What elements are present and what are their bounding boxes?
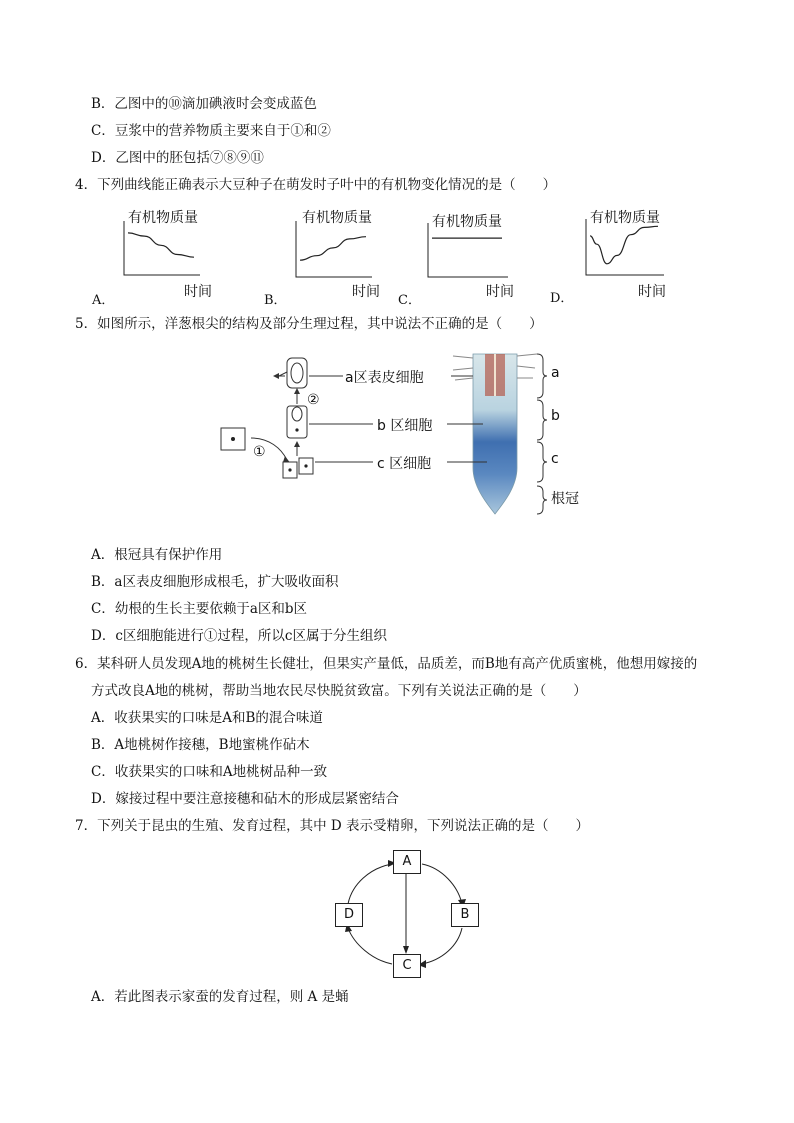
label-b-cell: b 区细胞 <box>377 418 433 434</box>
q5-option-c: C．幼根的生长主要依赖于a区和b区 <box>91 601 308 617</box>
q3-option-b: B．乙图中的⑩滴加碘液时会变成蓝色 <box>91 96 317 112</box>
q7-stem: 7．下列关于昆虫的生殖、发育过程，其中 D 表示受精卵，下列说法正确的是（ ） <box>75 818 589 834</box>
chart-c-axes <box>428 223 508 277</box>
chart-b-xlabel: 时间 <box>352 284 380 300</box>
chart-a <box>90 205 220 308</box>
q5-option-b: B．a区表皮细胞形成根毛，扩大吸收面积 <box>91 574 339 590</box>
label-zone-c: c <box>551 451 559 467</box>
root-hair-4 <box>517 354 537 356</box>
chart-b-axes <box>296 221 372 277</box>
brace-a <box>537 354 547 398</box>
label-root-cap: 根冠 <box>551 491 579 507</box>
chart-d-ylabel: 有机物质量 <box>590 210 660 226</box>
brace-b <box>537 400 547 440</box>
chart-b <box>262 205 392 308</box>
chart-a-axes <box>124 221 200 275</box>
q6-stem-line1: 6．某科研人员发现A地的桃树生长健壮，但果实产量低，品质差，而B地有高产优质蜜桃，他想用嫁接的 <box>75 656 698 672</box>
arrow-c-to-b-head <box>294 441 300 447</box>
b-cell-nucleus <box>295 428 298 431</box>
chart-b-letter: B． <box>264 293 287 308</box>
chart-d-curve <box>590 226 658 263</box>
a-cell-root-hair <box>279 372 287 376</box>
q6-option-b: B．A地桃树作接穗，B地蜜桃作砧木 <box>91 737 310 753</box>
chart-a-curve <box>128 233 194 257</box>
label-a-cell: a区表皮细胞 <box>345 370 424 386</box>
chart-c <box>396 205 526 308</box>
label-step2: ② <box>307 392 320 408</box>
node-a: A <box>393 850 421 874</box>
root-tip-diagram <box>215 348 595 518</box>
life-cycle-diagram <box>330 848 480 978</box>
chart-d-letter: D． <box>550 291 574 306</box>
chart-b-curve <box>300 237 366 261</box>
arrow-b-to-a-head <box>294 388 300 394</box>
root-hair-3 <box>455 378 473 380</box>
chart-c-xlabel: 时间 <box>486 284 514 300</box>
node-d: D <box>335 903 363 927</box>
root-hair-1 <box>453 356 473 358</box>
node-b: B <box>451 903 479 927</box>
q6-option-a: A．收获果实的口味是A和B的混合味道 <box>91 710 323 726</box>
root-hair-2 <box>453 368 473 370</box>
chart-b-ylabel: 有机物质量 <box>302 210 372 226</box>
q5-option-d: D．c区细胞能进行①过程，所以c区属于分生组织 <box>91 628 387 644</box>
arc-d-to-a <box>348 864 392 904</box>
c-cell-1-nucleus <box>288 468 291 471</box>
b-cell-vacuole <box>292 407 302 421</box>
q4-stem: 4．下列曲线能正确表示大豆种子在萌发时子叶中的有机物变化情况的是（ ） <box>75 177 557 193</box>
chart-a-xlabel: 时间 <box>184 284 212 300</box>
node-c: C <box>393 954 421 978</box>
q6-option-c: C．收获果实的口味和A地桃树品种一致 <box>91 764 328 780</box>
chart-a-letter: A． <box>92 293 115 308</box>
root-hair-arrow-head <box>273 373 279 379</box>
q5-option-a: A．根冠具有保护作用 <box>91 547 223 563</box>
arc-b-to-c <box>422 928 462 964</box>
label-zone-a: a <box>551 365 560 381</box>
label-step1: ① <box>253 444 266 460</box>
brace-cap <box>537 486 547 514</box>
a-cell-vacuole <box>291 363 303 383</box>
label-c-cell: c 区细胞 <box>377 456 432 472</box>
q5-stem: 5．如图所示，洋葱根尖的结构及部分生理过程，其中说法不正确的是（ ） <box>75 316 543 332</box>
chart-d-xlabel: 时间 <box>638 284 666 300</box>
chart-d <box>548 205 688 305</box>
brace-c <box>537 442 547 482</box>
arc-a-to-b <box>422 864 462 904</box>
arc-c-to-d <box>348 928 392 964</box>
q6-option-d: D．嫁接过程中要注意接穗和砧木的形成层紧密结合 <box>91 791 399 807</box>
chart-c-letter: C． <box>398 293 421 308</box>
q6-stem-line2: 方式改良A地的桃树，帮助当地农民尽快脱贫致富。下列有关说法正确的是（ ） <box>91 683 587 699</box>
label-zone-b: b <box>551 408 560 424</box>
q3-option-c: C．豆浆中的营养物质主要来自于①和② <box>91 123 331 139</box>
chart-a-ylabel: 有机物质量 <box>128 210 198 226</box>
root-hair-5 <box>517 366 535 368</box>
q7-option-a: A．若此图表示家蚕的发育过程，则 A 是蛹 <box>91 989 349 1005</box>
c-cell-2-nucleus <box>304 464 307 467</box>
chart-d-axes <box>586 219 664 275</box>
arrow-a-to-c-head <box>403 946 409 954</box>
single-cell-nucleus <box>231 437 235 441</box>
q3-option-d: D．乙图中的胚包括⑦⑧⑨⑪ <box>91 150 264 166</box>
chart-c-ylabel: 有机物质量 <box>432 214 502 230</box>
